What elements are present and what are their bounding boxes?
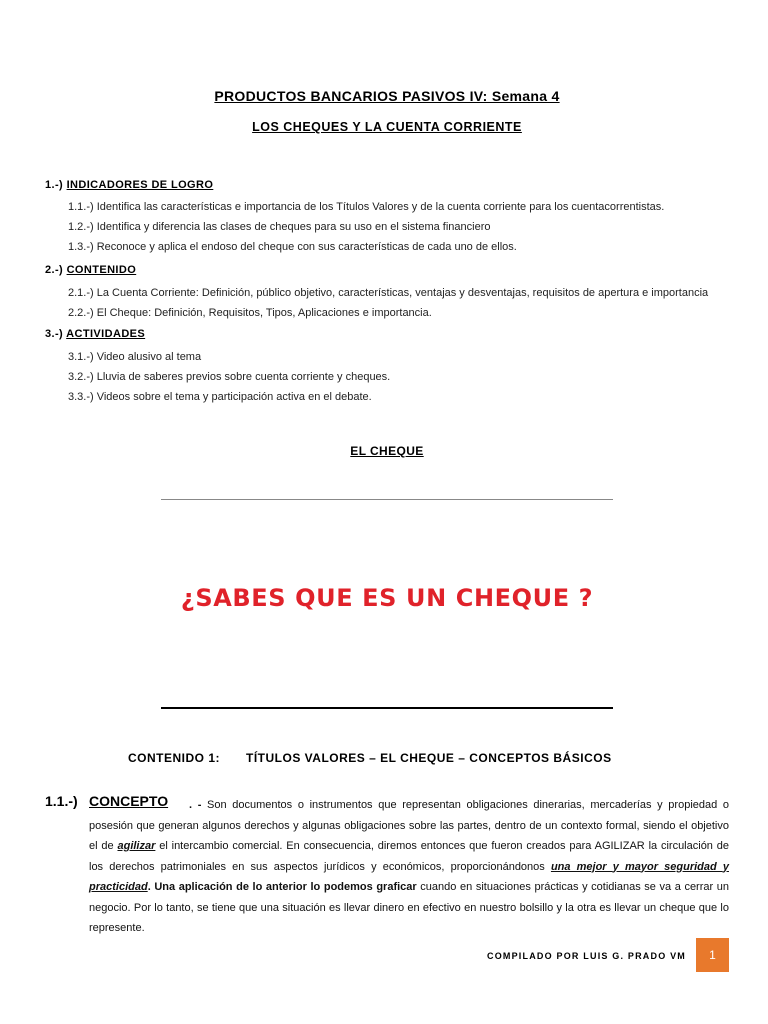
document-subtitle: LOS CHEQUES Y LA CUENTA CORRIENTE [252, 120, 522, 134]
concept-paragraph [89, 795, 729, 939]
list-item: 3.1.-) Video alusivo al tema [68, 351, 202, 363]
section-number: 1.-) [45, 179, 64, 191]
concept-dash: . - [189, 799, 202, 811]
concept-text-1: Son documentos o instrumentos que representan obligaciones dinerarias, mercaderías y propiedad o posesión que generan algunos derechos y algunas obligaciones sobre las partes, dentro de un contexto formal, siendo el objetivo el de [89, 799, 730, 852]
footer-compiled-by: COMPILADO POR LUIS G. PRADO VM [487, 951, 687, 961]
question-banner-image: ¿SABES QUE ES UN CHEQUE ? [180, 584, 594, 612]
document-title: PRODUCTOS BANCARIOS PASIVOS IV: Semana 4 [214, 88, 560, 104]
concept-bold-sentence: . Una aplicación de lo anterior lo podemos graficar [147, 881, 417, 893]
el-cheque-heading: EL CHEQUE [350, 444, 424, 458]
divider-bottom [161, 707, 613, 709]
concept-number: 1.1.-) [45, 793, 78, 809]
section-number: 3.-) [45, 328, 64, 340]
agilizar-emphasis: agilizar [117, 840, 156, 852]
section-title: ACTIVIDADES [66, 328, 146, 340]
page-number-badge: 1 [696, 938, 729, 972]
section-heading-contenido [45, 264, 136, 276]
contenido-text: TÍTULOS VALORES – EL CHEQUE – CONCEPTOS BÁSICOS [246, 751, 612, 765]
list-item: 3.2.-) Lluvia de saberes previos sobre cuenta corriente y cheques. [68, 371, 391, 383]
concept-word: CONCEPTO [89, 793, 169, 809]
list-item: 3.3.-) Videos sobre el tema y participación activa en el debate. [68, 391, 372, 403]
seguridad-emphasis: una mejor y mayor seguridad y practicidad [89, 860, 729, 893]
list-item: 2.1.-) La Cuenta Corriente: Definición, público objetivo, características, ventajas y desventajas, requisitos de apertura e importancia [68, 287, 709, 299]
section-title: CONTENIDO [66, 264, 137, 276]
list-item: 2.2.-) El Cheque: Definición, Requisitos, Tipos, Aplicaciones e importancia. [68, 307, 432, 319]
section-heading-actividades [45, 328, 145, 340]
list-item: 1.2.-) Identifica y diferencia las clases de cheques para su uso en el sistema financiero [68, 221, 491, 233]
section-title: INDICADORES DE LOGRO [66, 179, 214, 191]
concept-text-3: cuando en situaciones prácticas y cotidianas se va a cerrar un negocio. Por lo tanto, se tiene que una situación es llevar dinero en efectivo en nuestro bolsillo y la otra es llevar un cheque que lo represente. [89, 881, 729, 934]
section-heading-indicadores [45, 179, 213, 191]
list-item: 1.3.-) Reconoce y aplica el endoso del cheque con sus características de cada uno de ellos. [68, 241, 517, 253]
section-number: 2.-) [45, 264, 64, 276]
concept-text-2: el intercambio comercial. En consecuencia, diremos entonces que fueron creados para AGILIZAR la circulación de los derechos patrimoniales en sus aspectos jurídicos y económicos, proporcionándonos [89, 840, 729, 873]
list-item: 1.1.-) Identifica las características e importancia de los Títulos Valores y de la cuenta corriente para los cuentacorrentistas. [68, 201, 665, 213]
contenido-heading [128, 751, 612, 765]
divider-top [161, 499, 613, 500]
contenido-label: CONTENIDO 1: [128, 751, 221, 765]
